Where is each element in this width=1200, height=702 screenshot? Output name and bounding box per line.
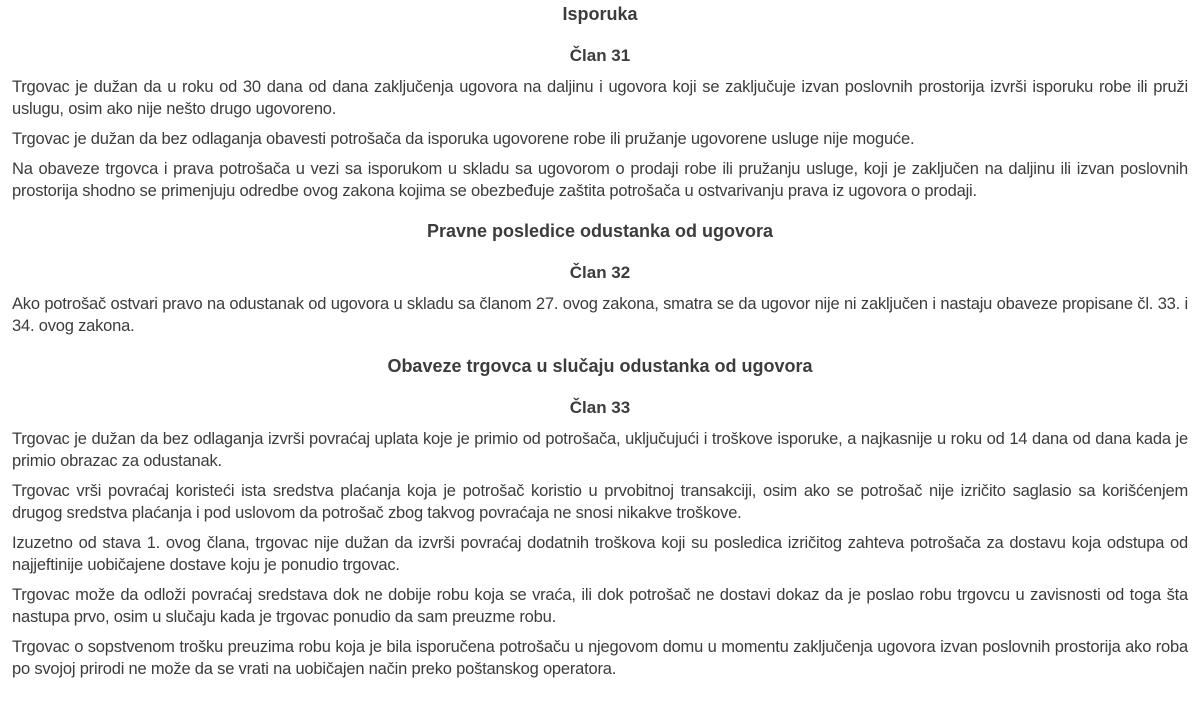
article-number-clan-31: Član 31 <box>569 46 631 65</box>
paragraph-clan33-1: Trgovac je dužan da bez odlaganja izvrši povraćaj uplata koje je primio od potrošača, uključujući i troškove isporuke, a najkasnije u roku od 14 dana od dana kada je primio obrazac za odustanak. <box>12 430 1188 470</box>
paragraph-clan31-3: Na obaveze trgovca i prava potrošača u vezi sa isporukom u skladu sa ugovorom o prodaji robe ili pružanju usluge, koji je zaključen na daljinu ili izvan poslovnih prostorija shodno se primenjuju odredbe ovog zakona kojima se obezbeđuje zaštita potrošača u ostvarivanju prava iz ugovora o prodaji. <box>12 160 1188 200</box>
paragraph-clan32-1: Ako potrošač ostvari pravo na odustanak od ugovora u skladu sa članom 27. ovog zakona, smatra se da ugovor nije ni zaključen i nastaju obaveze propisane čl. 33. i 34. ovog zakona. <box>12 295 1188 335</box>
legal-document <box>0 5 1200 702</box>
paragraph-clan33-2: Trgovac vrši povraćaj koristeći ista sredstva plaćanja koja je potrošač koristio u prvobitnoj transakciji, osim ako se potrošač nije izričito saglasio sa korišćenjem drugog sredstva plaćanja i pod uslovom da potrošač zbog takvog povraćaja ne snosi nikakve troškove. <box>12 482 1188 522</box>
paragraph-clan33-3: Izuzetno od stava 1. ovog člana, trgovac nije dužan da izvrši povraćaj dodatnih troškova koji su posledica izričitog zahteva potrošača za dostavu koja odstupa od najjeftinije uobičajene dostave koju je ponudio trgovac. <box>12 534 1188 574</box>
paragraph-clan33-5: Trgovac o sopstvenom trošku preuzima robu koja je bila isporučena potrošaču u njegovom domu u momentu zaključenja ugovora izvan poslovnih prostorija ako roba po svojoj prirodi ne može da se vrati na uobičajen način preko poštanskog operatora. <box>12 638 1188 678</box>
article-number-clan-32: Član 32 <box>569 263 631 282</box>
section-title-isporuka: Isporuka <box>562 4 638 24</box>
paragraph-clan31-1: Trgovac je dužan da u roku od 30 dana od dana zaključenja ugovora na daljinu i ugovora koji se zaključuje izvan poslovnih prostorija izvrši isporuku robe ili pruži uslugu, osim ako nije nešto drugo ugovoreno. <box>12 78 1188 118</box>
section-title-pravne-posledice: Pravne posledice odustanka od ugovora <box>426 221 774 241</box>
section-title-obaveze-trgovca: Obaveze trgovca u slučaju odustanka od ugovora <box>387 356 813 376</box>
paragraph-clan33-4: Trgovac može da odloži povraćaj sredstava dok ne dobije robu koja se vraća, ili dok potrošač ne dostavi dokaz da je poslao robu trgovcu u zavisnosti od toga šta nastupa prvo, osim u slučaju kada je trgovac ponudio da sam preuzme robu. <box>12 586 1188 626</box>
article-number-clan-33: Član 33 <box>569 398 631 417</box>
paragraph-clan31-2: Trgovac je dužan da bez odlaganja obavesti potrošača da isporuka ugovorene robe ili pružanje ugovorene usluge nije moguće. <box>12 130 915 148</box>
